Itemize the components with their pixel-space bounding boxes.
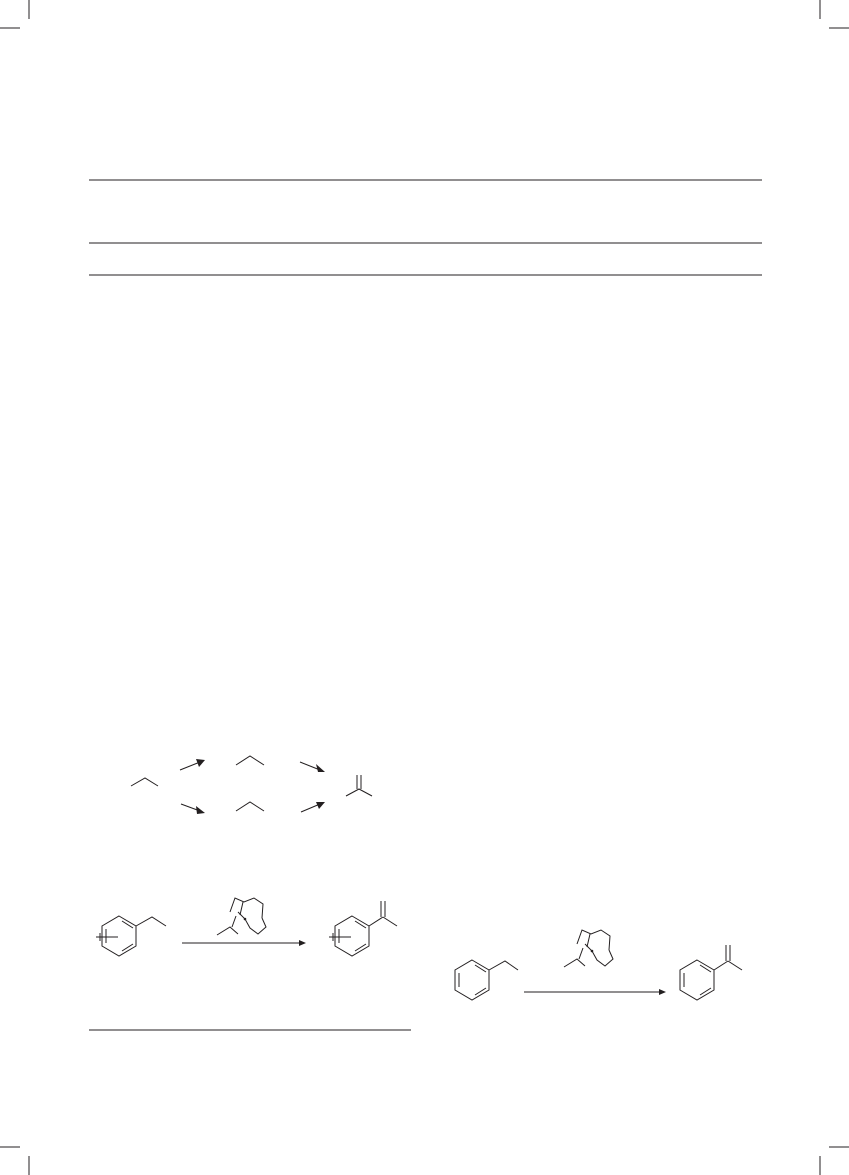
arrow-lower-left <box>181 804 205 814</box>
scheme-reaction-general <box>96 898 397 956</box>
structure-product <box>346 775 372 796</box>
structure-upper-intermediate <box>236 756 264 765</box>
structure-lower-intermediate <box>236 802 264 811</box>
scheme-reaction-specific <box>455 930 742 1000</box>
arrow-lower-right <box>301 802 325 812</box>
structure-cage-reagent-2 <box>564 930 613 967</box>
arrow-upper-right <box>300 762 325 772</box>
structure-substituted-benzene-reactant <box>96 916 166 956</box>
crop-mark-bottom-left <box>0 1147 29 1175</box>
crop-mark-top-right <box>820 0 849 28</box>
arrow-upper-left <box>180 759 205 770</box>
crop-mark-top-left <box>0 0 29 28</box>
scheme-network <box>131 756 372 814</box>
structure-alpha-methylstyrene <box>680 945 742 1000</box>
arrow-reaction-specific <box>524 989 666 995</box>
arrow-reaction-general <box>182 940 306 946</box>
structure-cage-reagent <box>217 898 266 935</box>
crop-mark-bottom-right <box>820 1147 849 1175</box>
structure-substituted-benzene-product <box>329 901 397 956</box>
structure-reactant <box>131 778 158 786</box>
structure-ethylbenzene <box>455 960 518 1000</box>
